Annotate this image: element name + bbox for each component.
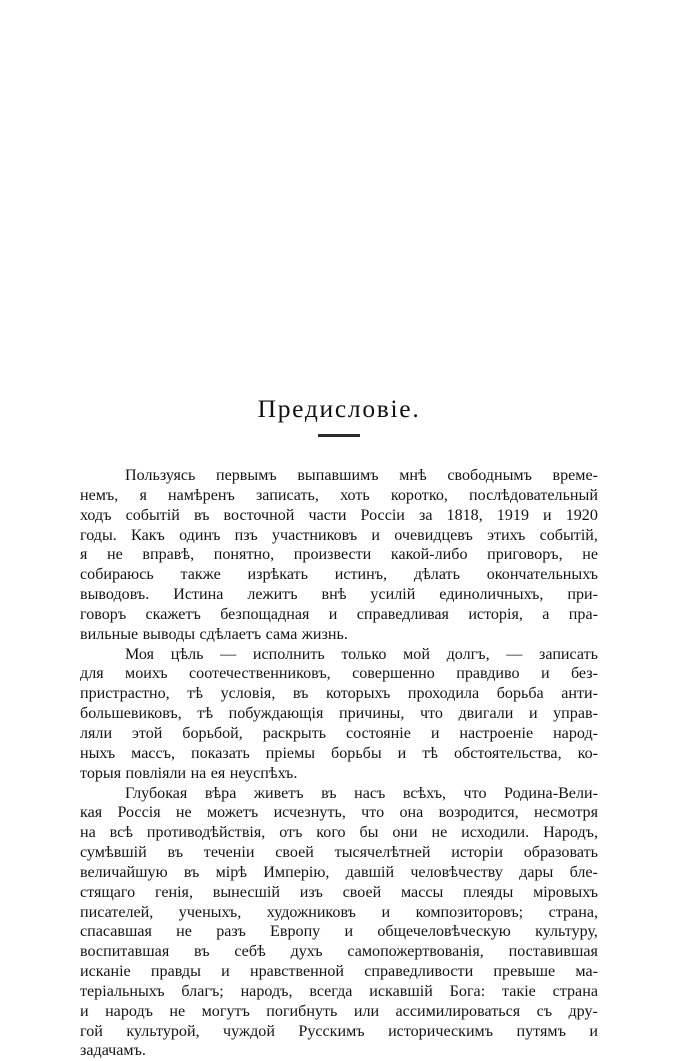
word: анти-	[561, 684, 598, 704]
word: скажетъ	[146, 605, 201, 625]
word: записать,	[256, 486, 319, 506]
word: немъ,	[80, 486, 118, 506]
word: всѣ	[110, 823, 133, 843]
word: плеяды	[463, 883, 513, 903]
word: выводовъ.	[80, 585, 149, 605]
word: не	[582, 545, 598, 565]
word: пріемы	[266, 744, 315, 764]
word: не	[176, 922, 192, 942]
word: въ	[194, 942, 210, 962]
text-line	[80, 1022, 598, 1042]
word: страна	[553, 982, 598, 1002]
word: искавшій	[369, 982, 433, 1002]
word: собираюсь	[80, 565, 154, 585]
word: возродится,	[439, 803, 519, 823]
word: себѣ	[234, 942, 265, 962]
word: дары	[519, 863, 553, 883]
word: —	[506, 645, 522, 665]
word: и	[344, 922, 353, 942]
word: справедливая	[357, 605, 449, 625]
word: нравственной	[250, 962, 344, 982]
word: исходили.	[461, 823, 529, 843]
word: насъ	[354, 784, 385, 804]
word: не	[107, 545, 123, 565]
word: въ	[194, 506, 210, 526]
word: единоличныхъ,	[439, 585, 543, 605]
word: истинъ,	[335, 565, 387, 585]
text-line	[80, 803, 598, 823]
word: культуру,	[535, 922, 598, 942]
word: и	[371, 526, 380, 546]
word: мой	[403, 645, 430, 665]
text-line	[80, 1002, 598, 1022]
text-line	[80, 843, 598, 863]
word: Европу	[270, 922, 320, 942]
word: какой-либо	[391, 545, 468, 565]
word: справедливости	[364, 962, 473, 982]
word: раскрыть	[263, 724, 326, 744]
text-line	[80, 486, 598, 506]
word: Пользуясь	[125, 466, 195, 486]
word: Какъ	[131, 526, 165, 546]
word: исполнить	[253, 645, 325, 665]
word: записать	[539, 645, 598, 665]
word: управ-	[553, 704, 598, 724]
word: человѣчеству	[410, 863, 503, 883]
word: хоть	[340, 486, 370, 506]
word: говоръ	[80, 605, 126, 625]
text-line	[80, 565, 598, 585]
word: также	[180, 565, 220, 585]
word: я	[139, 486, 146, 506]
word: своей	[275, 843, 314, 863]
word: коротко,	[391, 486, 448, 506]
word: погибнуть	[266, 1002, 337, 1022]
text-line: вильные выводы сдѣлаетъ сама жизнь.	[80, 625, 598, 645]
word: исторіи	[451, 843, 503, 863]
word: въ	[168, 843, 184, 863]
paragraph	[80, 466, 598, 645]
text-line	[80, 526, 598, 546]
text-line	[80, 903, 598, 923]
word: страна,	[549, 903, 598, 923]
word: Имперію,	[263, 863, 329, 883]
word: противодѣйствія,	[147, 823, 265, 843]
word: этихъ	[487, 526, 525, 546]
text-line: торыя повліяли на ея неуспѣхъ.	[80, 764, 598, 784]
word: одинъ	[179, 526, 220, 546]
word: событій	[126, 506, 180, 526]
word: въ	[321, 784, 337, 804]
text-line	[80, 962, 598, 982]
text-line	[80, 922, 598, 942]
word: величайшую	[80, 863, 168, 883]
word: живетъ	[254, 784, 304, 804]
word: теріальныхъ	[80, 982, 165, 1002]
word: моихъ	[125, 664, 168, 684]
word: побуждающія	[229, 704, 324, 724]
text-line	[80, 466, 598, 486]
word: историческимъ	[388, 1022, 493, 1042]
word: бы	[359, 823, 378, 843]
word: что	[420, 704, 443, 724]
text-line	[80, 982, 598, 1002]
word: самопожертвованія,	[347, 942, 483, 962]
word: борьбы	[331, 744, 382, 764]
word: исчезнуть,	[274, 803, 346, 823]
word: и	[221, 962, 230, 982]
word: въ	[293, 684, 309, 704]
word: време-	[553, 466, 598, 486]
word: мнѣ	[399, 466, 427, 486]
word: свободнымъ	[447, 466, 532, 486]
word: Россіи	[361, 506, 405, 526]
word: такіе	[502, 982, 536, 1002]
word: чуждой	[223, 1022, 275, 1042]
word: изъ	[300, 883, 323, 903]
word: Глубокая	[125, 784, 187, 804]
word: дру-	[568, 1002, 597, 1022]
text-line	[80, 744, 598, 764]
word: и	[543, 506, 552, 526]
word: общечеловѣческую	[377, 922, 510, 942]
word: борьбой,	[182, 724, 243, 744]
word: всѣхъ,	[403, 784, 446, 804]
word: без-	[571, 664, 598, 684]
word: которыхъ	[326, 684, 390, 704]
word: гой	[80, 1022, 103, 1042]
word: безпощадная	[220, 605, 309, 625]
word: не	[432, 823, 448, 843]
word: 1818,	[447, 506, 483, 526]
word: большевиковъ,	[80, 704, 182, 724]
word: писателей,	[80, 903, 153, 923]
word: послѣдовательный	[469, 486, 598, 506]
word: причины,	[339, 704, 404, 724]
word: не	[169, 1002, 185, 1022]
word: художниковъ	[267, 903, 356, 923]
word: и	[589, 1022, 598, 1042]
text-line	[80, 545, 598, 565]
word: несмотря	[534, 803, 598, 823]
word: понятно,	[214, 545, 274, 565]
word: тѣ	[197, 704, 213, 724]
word: за	[419, 506, 433, 526]
word: Россія	[117, 803, 160, 823]
word: и	[541, 664, 550, 684]
word: композиторовъ;	[416, 903, 524, 923]
word: давшій	[346, 863, 394, 883]
text-line: задачамъ.	[80, 1041, 598, 1061]
word: съ	[537, 1002, 552, 1022]
word: образовать	[524, 843, 598, 863]
word: тѣ	[187, 684, 203, 704]
word: и	[382, 903, 391, 923]
word: Бога:	[450, 982, 486, 1002]
word: обстоятельства,	[454, 744, 562, 764]
word: народъ,	[241, 982, 293, 1002]
word: кая	[80, 803, 102, 823]
word: показать	[191, 744, 250, 764]
word: они	[392, 823, 417, 843]
word: исканіе	[80, 962, 131, 982]
word: вѣра	[205, 784, 237, 804]
word: можетъ	[207, 803, 258, 823]
title-divider-rule	[318, 434, 360, 437]
word: изрѣкать	[248, 565, 308, 585]
text-line	[80, 942, 598, 962]
word: выпавшимъ	[297, 466, 378, 486]
word: внѣ	[322, 585, 347, 605]
word: правдиво	[456, 664, 519, 684]
word: годы.	[80, 526, 117, 546]
word: Родина-Вели-	[504, 784, 598, 804]
word: массы	[401, 883, 443, 903]
word: превыше	[493, 962, 555, 982]
word: 1920	[566, 506, 598, 526]
word: теченіи	[204, 843, 255, 863]
word: произвести	[294, 545, 372, 565]
word: ученыхъ,	[179, 903, 242, 923]
word: только	[341, 645, 386, 665]
word: первымъ	[216, 466, 277, 486]
word: въ	[184, 863, 200, 883]
word: а	[542, 605, 549, 625]
text-line	[80, 823, 598, 843]
word: Русскимъ	[298, 1022, 364, 1042]
word: поставившая	[509, 942, 598, 962]
word: пристрастно,	[80, 684, 170, 704]
word: вынесшій	[213, 883, 280, 903]
word: для	[80, 664, 104, 684]
word: тѣ	[422, 744, 438, 764]
word: пра-	[569, 605, 598, 625]
word: окончательныхъ	[487, 565, 598, 585]
word: народъ	[105, 1002, 153, 1022]
word: двигали	[458, 704, 513, 724]
word: своей	[343, 883, 382, 903]
word: путямъ	[517, 1022, 566, 1042]
word: совершенно	[352, 664, 435, 684]
word: Истина	[173, 585, 223, 605]
word: и	[398, 744, 407, 764]
word: на	[80, 823, 96, 843]
word: ляли	[80, 724, 112, 744]
body-copy	[80, 466, 598, 1061]
word: при-	[567, 585, 598, 605]
word: исторія,	[468, 605, 523, 625]
word: пзъ	[235, 526, 258, 546]
word: культурой,	[126, 1022, 199, 1042]
word: 1919	[497, 506, 529, 526]
word: могутъ	[202, 1002, 250, 1022]
word: цѣль	[171, 645, 204, 665]
word: вправѣ,	[142, 545, 194, 565]
word: воспитавшая	[80, 942, 169, 962]
word: событій,	[540, 526, 598, 546]
paragraph	[80, 645, 598, 784]
word: состояніе	[346, 724, 411, 744]
word: тысячелѣтней	[335, 843, 431, 863]
word: не	[176, 803, 192, 823]
word: что	[464, 784, 487, 804]
word: стящаго	[80, 883, 135, 903]
word: что	[361, 803, 384, 823]
word: благъ;	[181, 982, 223, 1002]
word: бле-	[570, 863, 598, 883]
word: лежитъ	[247, 585, 297, 605]
word: спасавшая	[80, 922, 152, 942]
word: ходъ	[80, 506, 112, 526]
text-line	[80, 863, 598, 883]
word: ма-	[575, 962, 598, 982]
word: восточной	[224, 506, 295, 526]
word: массъ,	[131, 744, 175, 764]
text-line	[80, 784, 598, 804]
word: Народъ,	[543, 823, 598, 843]
word: борьба	[497, 684, 544, 704]
word: правды	[151, 962, 201, 982]
word: ко-	[578, 744, 598, 764]
word: очевидцевъ	[394, 526, 473, 546]
page-title: Предисловіе.	[80, 395, 598, 423]
text-line	[80, 645, 598, 665]
word: міровыхъ	[533, 883, 598, 903]
word: и	[431, 724, 440, 744]
word: и	[329, 605, 338, 625]
word: настроеніе	[459, 724, 533, 744]
word: и	[529, 704, 538, 724]
word: сумѣвшій	[80, 843, 147, 863]
text-line	[80, 605, 598, 625]
word: генія,	[155, 883, 193, 903]
word: духъ	[291, 942, 323, 962]
word: кого	[316, 823, 345, 843]
word: мірѣ	[216, 863, 247, 883]
word: усилій	[370, 585, 415, 605]
word: намѣренъ	[168, 486, 235, 506]
text-line	[80, 704, 598, 724]
word: части	[308, 506, 346, 526]
text-line	[80, 664, 598, 684]
word: этой	[132, 724, 162, 744]
word: она	[399, 803, 423, 823]
word: или	[354, 1002, 379, 1022]
text-line	[80, 585, 598, 605]
word: ассимилироваться	[396, 1002, 521, 1022]
word: отъ	[279, 823, 302, 843]
word: дѣлать	[414, 565, 460, 585]
word: всегда	[309, 982, 352, 1002]
word: участниковъ	[272, 526, 357, 546]
text-line	[80, 684, 598, 704]
paragraph	[80, 784, 598, 1061]
word: Моя	[125, 645, 154, 665]
text-line	[80, 883, 598, 903]
word: и	[80, 1002, 89, 1022]
text-line	[80, 506, 598, 526]
word: разъ	[216, 922, 246, 942]
word: проходила	[408, 684, 479, 704]
word: соотечественниковъ,	[189, 664, 331, 684]
word: долгъ,	[447, 645, 490, 665]
word: я	[80, 545, 87, 565]
word: народ-	[553, 724, 598, 744]
word: ныхъ	[80, 744, 115, 764]
word: условія,	[221, 684, 276, 704]
word: приговоръ,	[487, 545, 562, 565]
text-line	[80, 724, 598, 744]
word: —	[220, 645, 236, 665]
